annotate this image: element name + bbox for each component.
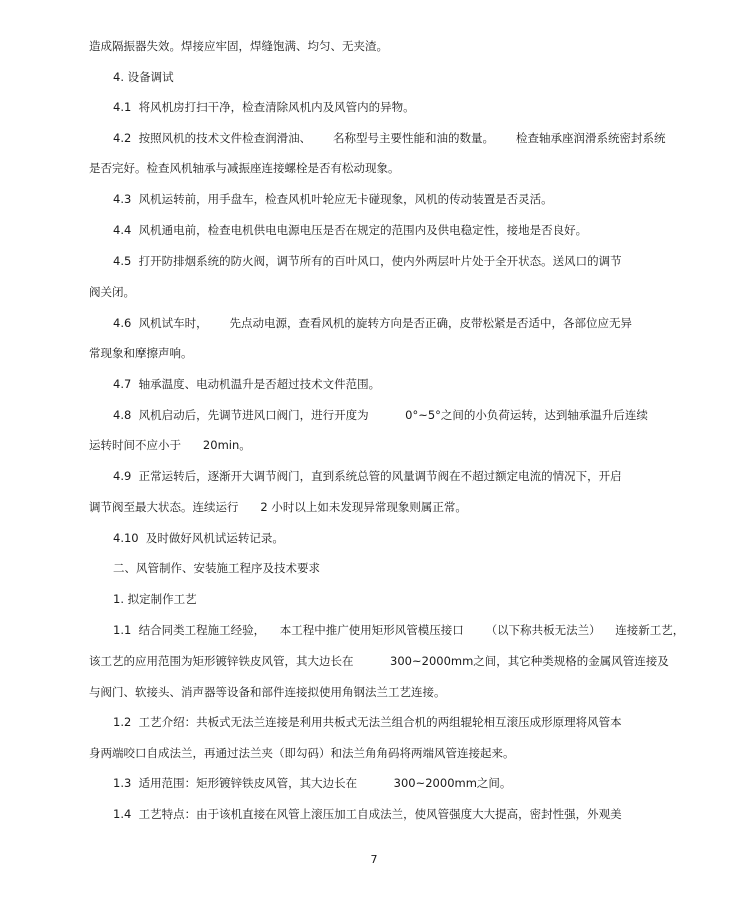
text-line bbox=[0, 282, 748, 302]
text-line bbox=[0, 682, 748, 702]
text-line bbox=[0, 97, 748, 117]
text-line bbox=[0, 528, 748, 548]
line-text: 造成隔振器失效。焊接应牢固，焊缝饱满、均匀、无夹渣。 bbox=[89, 39, 388, 53]
line-text: 4.4 风机通电前，检查电机供电电源电压是否在规定的范围内及供电稳定性，接地是否良好。 bbox=[113, 223, 588, 237]
page-number: 7 bbox=[370, 853, 378, 866]
line-text: 4. 设备调试 bbox=[113, 70, 174, 84]
text-line bbox=[0, 158, 748, 178]
line-text: 调节阀至最大状态。连续运行 2 小时以上如未发现异常现象则属正常。 bbox=[89, 500, 467, 514]
line-text: 4.10 及时做好风机试运转记录。 bbox=[113, 531, 284, 545]
line-text: 运转时间不应小于 20min。 bbox=[89, 438, 251, 452]
text-line bbox=[0, 743, 748, 763]
text-line bbox=[0, 313, 748, 333]
line-text: 4.7 轴承温度、电动机温升是否超过技术文件范围。 bbox=[113, 377, 381, 391]
line-text: 二、风管制作、安装施工程序及技术要求 bbox=[113, 561, 320, 575]
line-text: 4.5 打开防排烟系统的防火阀，调节所有的百叶风口，使内外两层叶片处于全开状态。送风口的调节 bbox=[113, 254, 622, 268]
text-line bbox=[0, 804, 748, 824]
line-text: 1.3 适用范围：矩形镀锌铁皮风管，其大边长在 300~2000mm之间。 bbox=[113, 776, 512, 790]
text-line bbox=[0, 128, 748, 148]
section-heading bbox=[0, 589, 748, 609]
text-line bbox=[0, 343, 748, 363]
line-text: 是否完好。检查风机轴承与减振座连接螺栓是否有松动现象。 bbox=[89, 161, 400, 175]
line-text: 4.3 风机运转前，用手盘车，检查风机叶轮应无卡碰现象，风机的传动装置是否灵活。 bbox=[113, 192, 553, 206]
line-text: 1. 拟定制作工艺 bbox=[113, 592, 197, 606]
text-line bbox=[0, 712, 748, 732]
text-line bbox=[0, 466, 748, 486]
text-line bbox=[0, 435, 748, 455]
text-line bbox=[0, 497, 748, 517]
line-text: 1.2 工艺介绍：共板式无法兰连接是利用共板式无法兰组合机的两组辊轮相互滚压成形原理将风管本 bbox=[113, 715, 622, 729]
text-line bbox=[0, 620, 748, 640]
line-text: 该工艺的应用范围为矩形镀锌铁皮风管，其大边长在 300~2000mm之间，其它种类规格的金属风管连接及 bbox=[89, 654, 669, 668]
line-text: 4.8 风机启动后，先调节进风口阀门，进行开度为 0°~5°之间的小负荷运转，达到轴承温升后连续 bbox=[113, 408, 648, 422]
line-text: 阀关闭。 bbox=[89, 285, 135, 299]
text-line bbox=[0, 405, 748, 425]
line-text: 身两端咬口自成法兰，再通过法兰夹（即勾码）和法兰角角码将两端风管连接起来。 bbox=[89, 746, 515, 760]
text-line bbox=[0, 189, 748, 209]
line-text: 常现象和摩擦声响。 bbox=[89, 346, 193, 360]
text-line bbox=[0, 251, 748, 271]
line-text: 与阀门、软接头、消声器等设备和部件连接拟使用角钢法兰工艺连接。 bbox=[89, 685, 446, 699]
text-line bbox=[0, 773, 748, 793]
text-line bbox=[0, 220, 748, 240]
line-text: 1.4 工艺特点：由于该机直接在风管上滚压加工自成法兰，使风管强度大大提高，密封性强，外观美 bbox=[113, 807, 622, 821]
line-text: 4.2 按照风机的技术文件检查润滑油、 名称型号主要性能和油的数量。 检查轴承座润滑系统密封系统 bbox=[113, 131, 666, 145]
line-text: 1.1 结合同类工程施工经验， 本工程中推广使用矩形风管模压接口 （以下称共板无法兰） 连接新工艺， bbox=[113, 623, 685, 637]
line-text: 4.6 风机试车时， 先点动电源，查看风机的旋转方向是否正确，皮带松紧是否适中，各部位应无异 bbox=[113, 316, 633, 330]
line-text: 4.9 正常运转后，逐渐开大调节阀门，直到系统总管的风量调节阀在不超过额定电流的情况下，开启 bbox=[113, 469, 622, 483]
text-line bbox=[0, 651, 748, 671]
text-line bbox=[0, 374, 748, 394]
section-heading bbox=[0, 67, 748, 87]
text-line bbox=[0, 36, 748, 56]
section-heading bbox=[0, 558, 748, 578]
line-text: 4.1 将风机房打扫干净，检查清除风机内及风管内的异物。 bbox=[113, 100, 415, 114]
